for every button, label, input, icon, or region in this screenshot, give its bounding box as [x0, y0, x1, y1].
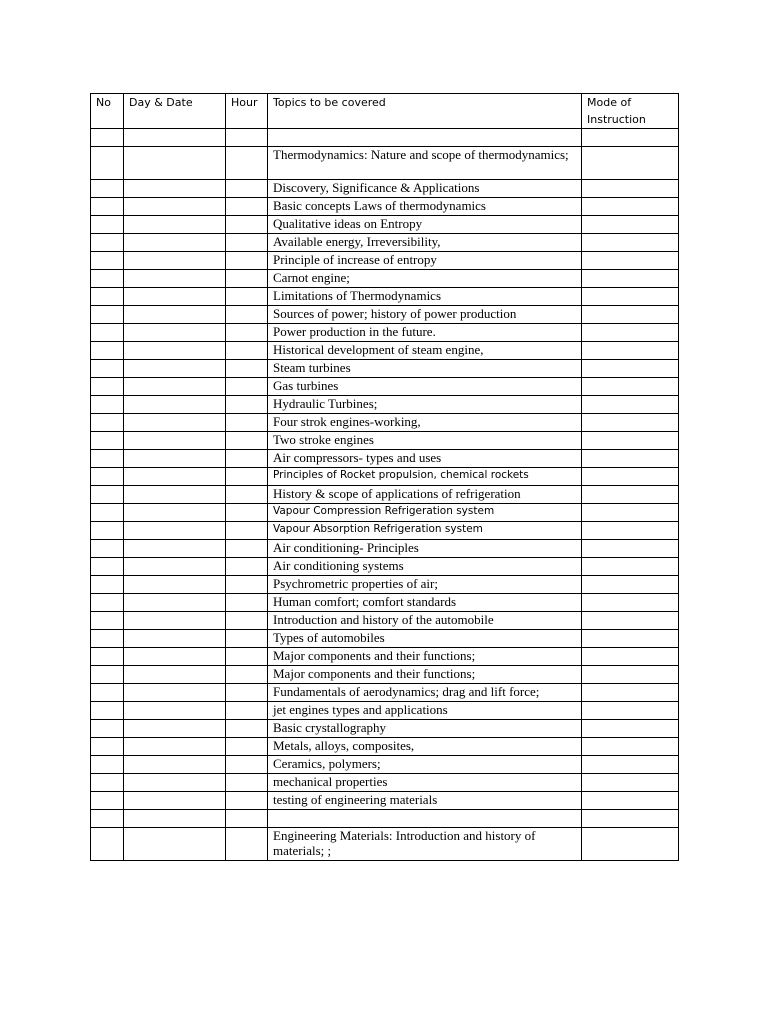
table-row — [91, 756, 679, 774]
cell-no — [91, 324, 124, 342]
cell-topic — [268, 129, 582, 147]
cell-no — [91, 216, 124, 234]
cell-day-date — [124, 810, 226, 828]
cell-no — [91, 468, 124, 486]
cell-no — [91, 378, 124, 396]
cell-mode — [582, 198, 679, 216]
cell-topic: Carnot engine; — [268, 270, 582, 288]
cell-topic: Air conditioning- Principles — [268, 540, 582, 558]
cell-day-date — [124, 234, 226, 252]
cell-day-date — [124, 468, 226, 486]
cell-hour — [226, 129, 268, 147]
cell-no — [91, 432, 124, 450]
table-row — [91, 666, 679, 684]
cell-day-date — [124, 594, 226, 612]
cell-no — [91, 612, 124, 630]
cell-day-date — [124, 342, 226, 360]
cell-day-date — [124, 180, 226, 198]
cell-hour — [226, 792, 268, 810]
cell-hour — [226, 828, 268, 861]
cell-topic: Two stroke engines — [268, 432, 582, 450]
cell-no — [91, 270, 124, 288]
table-row — [91, 576, 679, 594]
cell-hour — [226, 450, 268, 468]
cell-day-date — [124, 396, 226, 414]
cell-hour — [226, 558, 268, 576]
cell-topic: Basic concepts Laws of thermodynamics — [268, 198, 582, 216]
cell-hour — [226, 666, 268, 684]
cell-no — [91, 774, 124, 792]
cell-day-date — [124, 756, 226, 774]
cell-mode — [582, 666, 679, 684]
cell-no — [91, 486, 124, 504]
header-mode: Mode of Instruction — [582, 94, 679, 129]
cell-mode — [582, 792, 679, 810]
cell-day-date — [124, 450, 226, 468]
cell-day-date — [124, 738, 226, 756]
table-row — [91, 522, 679, 540]
cell-mode — [582, 324, 679, 342]
cell-topic: Psychrometric properties of air; — [268, 576, 582, 594]
cell-hour — [226, 756, 268, 774]
lesson-plan-table — [90, 93, 679, 861]
cell-mode — [582, 129, 679, 147]
cell-hour — [226, 630, 268, 648]
cell-mode — [582, 774, 679, 792]
cell-topic: Types of automobiles — [268, 630, 582, 648]
cell-topic: Major components and their functions; — [268, 648, 582, 666]
cell-topic: Ceramics, polymers; — [268, 756, 582, 774]
cell-hour — [226, 648, 268, 666]
cell-day-date — [124, 198, 226, 216]
cell-no — [91, 147, 124, 180]
cell-mode — [582, 396, 679, 414]
cell-mode — [582, 810, 679, 828]
header-day-date: Day & Date — [124, 94, 226, 129]
cell-hour — [226, 216, 268, 234]
cell-mode — [582, 432, 679, 450]
cell-hour — [226, 414, 268, 432]
cell-no — [91, 360, 124, 378]
cell-mode — [582, 378, 679, 396]
cell-hour — [226, 738, 268, 756]
cell-no — [91, 594, 124, 612]
cell-hour — [226, 486, 268, 504]
header-row — [91, 94, 679, 129]
cell-hour — [226, 147, 268, 180]
cell-no — [91, 522, 124, 540]
cell-topic: Historical development of steam engine, — [268, 342, 582, 360]
header-no: No — [91, 94, 124, 129]
cell-no — [91, 288, 124, 306]
cell-hour — [226, 252, 268, 270]
cell-no — [91, 198, 124, 216]
cell-topic: Gas turbines — [268, 378, 582, 396]
table-row — [91, 360, 679, 378]
table-row — [91, 540, 679, 558]
cell-hour — [226, 468, 268, 486]
cell-no — [91, 828, 124, 861]
cell-topic: Qualitative ideas on Entropy — [268, 216, 582, 234]
cell-day-date — [124, 612, 226, 630]
cell-day-date — [124, 288, 226, 306]
cell-no — [91, 129, 124, 147]
cell-mode — [582, 648, 679, 666]
cell-no — [91, 450, 124, 468]
cell-mode — [582, 630, 679, 648]
header-hour: Hour — [226, 94, 268, 129]
cell-hour — [226, 270, 268, 288]
cell-day-date — [124, 486, 226, 504]
cell-day-date — [124, 702, 226, 720]
cell-hour — [226, 378, 268, 396]
cell-topic: Power production in the future. — [268, 324, 582, 342]
cell-hour — [226, 198, 268, 216]
cell-day-date — [124, 414, 226, 432]
cell-hour — [226, 288, 268, 306]
cell-no — [91, 792, 124, 810]
cell-day-date — [124, 684, 226, 702]
cell-no — [91, 756, 124, 774]
cell-no — [91, 576, 124, 594]
cell-no — [91, 738, 124, 756]
cell-hour — [226, 306, 268, 324]
cell-day-date — [124, 558, 226, 576]
cell-mode — [582, 468, 679, 486]
cell-no — [91, 180, 124, 198]
table-row — [91, 594, 679, 612]
cell-no — [91, 630, 124, 648]
cell-topic: Air conditioning systems — [268, 558, 582, 576]
table-row — [91, 702, 679, 720]
cell-day-date — [124, 774, 226, 792]
cell-no — [91, 396, 124, 414]
table-row — [91, 216, 679, 234]
cell-day-date — [124, 720, 226, 738]
cell-hour — [226, 504, 268, 522]
cell-mode — [582, 147, 679, 180]
cell-day-date — [124, 504, 226, 522]
cell-topic: Discovery, Significance & Applications — [268, 180, 582, 198]
cell-hour — [226, 810, 268, 828]
table-row — [91, 828, 679, 861]
cell-hour — [226, 180, 268, 198]
cell-mode — [582, 684, 679, 702]
cell-topic: Fundamentals of aerodynamics; drag and lift force; — [268, 684, 582, 702]
cell-topic: Vapour Compression Refrigeration system — [268, 504, 582, 522]
cell-mode — [582, 738, 679, 756]
cell-no — [91, 702, 124, 720]
cell-topic: testing of engineering materials — [268, 792, 582, 810]
cell-mode — [582, 450, 679, 468]
cell-mode — [582, 342, 679, 360]
table-row — [91, 324, 679, 342]
cell-day-date — [124, 378, 226, 396]
table-row — [91, 147, 679, 180]
cell-mode — [582, 216, 679, 234]
table-row — [91, 504, 679, 522]
cell-no — [91, 810, 124, 828]
cell-topic: Metals, alloys, composites, — [268, 738, 582, 756]
cell-mode — [582, 828, 679, 861]
table-row — [91, 234, 679, 252]
cell-no — [91, 252, 124, 270]
cell-day-date — [124, 540, 226, 558]
cell-mode — [582, 306, 679, 324]
cell-topic: History & scope of applications of refrigeration — [268, 486, 582, 504]
cell-mode — [582, 360, 679, 378]
table-row — [91, 468, 679, 486]
table-row — [91, 630, 679, 648]
table-row — [91, 486, 679, 504]
cell-day-date — [124, 630, 226, 648]
cell-mode — [582, 540, 679, 558]
cell-no — [91, 540, 124, 558]
cell-mode — [582, 612, 679, 630]
table-row — [91, 180, 679, 198]
cell-day-date — [124, 129, 226, 147]
cell-day-date — [124, 324, 226, 342]
cell-mode — [582, 756, 679, 774]
cell-day-date — [124, 648, 226, 666]
cell-day-date — [124, 360, 226, 378]
cell-day-date — [124, 252, 226, 270]
cell-mode — [582, 720, 679, 738]
cell-topic: Sources of power; history of power production — [268, 306, 582, 324]
cell-topic: Basic crystallography — [268, 720, 582, 738]
cell-topic: Principles of Rocket propulsion, chemical rockets — [268, 468, 582, 486]
table-row — [91, 414, 679, 432]
cell-mode — [582, 576, 679, 594]
cell-hour — [226, 360, 268, 378]
cell-topic: Principle of increase of entropy — [268, 252, 582, 270]
cell-topic: Human comfort; comfort standards — [268, 594, 582, 612]
cell-mode — [582, 270, 679, 288]
cell-topic: Engineering Materials: Introduction and history of materials; ; — [268, 828, 582, 861]
table-row — [91, 450, 679, 468]
cell-day-date — [124, 792, 226, 810]
cell-hour — [226, 324, 268, 342]
cell-no — [91, 342, 124, 360]
table-row — [91, 648, 679, 666]
cell-mode — [582, 558, 679, 576]
cell-topic: Available energy, Irreversibility, — [268, 234, 582, 252]
cell-topic: Introduction and history of the automobile — [268, 612, 582, 630]
cell-no — [91, 306, 124, 324]
table-row — [91, 198, 679, 216]
table-row — [91, 252, 679, 270]
cell-hour — [226, 342, 268, 360]
cell-day-date — [124, 216, 226, 234]
cell-hour — [226, 396, 268, 414]
cell-hour — [226, 702, 268, 720]
header-topics: Topics to be covered — [268, 94, 582, 129]
cell-day-date — [124, 270, 226, 288]
table-row — [91, 720, 679, 738]
cell-topic: Major components and their functions; — [268, 666, 582, 684]
table-row — [91, 270, 679, 288]
table-row — [91, 306, 679, 324]
cell-hour — [226, 576, 268, 594]
cell-mode — [582, 504, 679, 522]
cell-day-date — [124, 576, 226, 594]
cell-day-date — [124, 666, 226, 684]
cell-mode — [582, 252, 679, 270]
cell-no — [91, 234, 124, 252]
table-row — [91, 810, 679, 828]
cell-topic: Thermodynamics: Nature and scope of thermodynamics; — [268, 147, 582, 180]
cell-day-date — [124, 522, 226, 540]
table-row — [91, 342, 679, 360]
cell-hour — [226, 684, 268, 702]
cell-topic: Steam turbines — [268, 360, 582, 378]
cell-no — [91, 720, 124, 738]
cell-mode — [582, 234, 679, 252]
table-row — [91, 432, 679, 450]
table-row — [91, 288, 679, 306]
table-row — [91, 558, 679, 576]
cell-no — [91, 684, 124, 702]
cell-topic: Four strok engines-working, — [268, 414, 582, 432]
table-row — [91, 738, 679, 756]
cell-mode — [582, 180, 679, 198]
cell-mode — [582, 522, 679, 540]
cell-no — [91, 504, 124, 522]
cell-day-date — [124, 147, 226, 180]
table-row — [91, 378, 679, 396]
table-row — [91, 792, 679, 810]
cell-no — [91, 414, 124, 432]
cell-mode — [582, 288, 679, 306]
cell-topic: Hydraulic Turbines; — [268, 396, 582, 414]
cell-no — [91, 666, 124, 684]
cell-mode — [582, 486, 679, 504]
table-row — [91, 612, 679, 630]
cell-hour — [226, 522, 268, 540]
cell-mode — [582, 702, 679, 720]
cell-topic: Limitations of Thermodynamics — [268, 288, 582, 306]
cell-hour — [226, 540, 268, 558]
cell-hour — [226, 234, 268, 252]
cell-topic: mechanical properties — [268, 774, 582, 792]
cell-day-date — [124, 828, 226, 861]
cell-topic: Air compressors- types and uses — [268, 450, 582, 468]
table-row — [91, 129, 679, 147]
cell-hour — [226, 432, 268, 450]
cell-hour — [226, 774, 268, 792]
cell-hour — [226, 594, 268, 612]
cell-mode — [582, 414, 679, 432]
cell-day-date — [124, 306, 226, 324]
table-row — [91, 396, 679, 414]
table-row — [91, 774, 679, 792]
cell-hour — [226, 720, 268, 738]
cell-no — [91, 648, 124, 666]
cell-no — [91, 558, 124, 576]
cell-day-date — [124, 432, 226, 450]
cell-mode — [582, 594, 679, 612]
cell-topic: Vapour Absorption Refrigeration system — [268, 522, 582, 540]
table-row — [91, 684, 679, 702]
cell-hour — [226, 612, 268, 630]
cell-topic: jet engines types and applications — [268, 702, 582, 720]
cell-topic — [268, 810, 582, 828]
